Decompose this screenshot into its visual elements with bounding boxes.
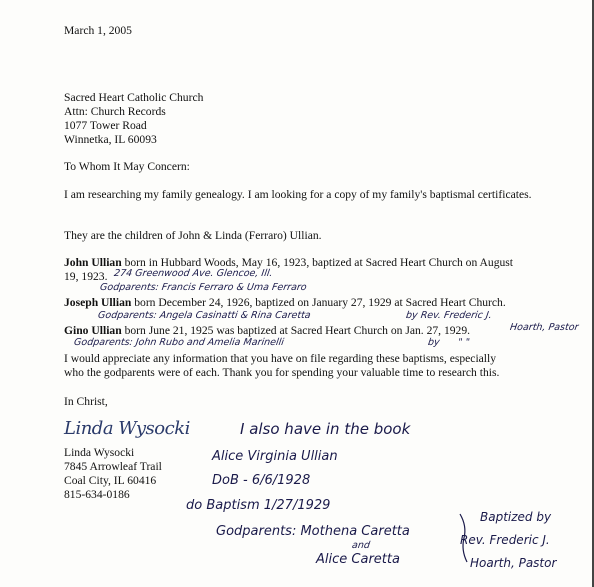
child-gino-text: born June 21, 1925 was baptized at Sacred Heart Church on Jan. 27, 1929. [121, 324, 471, 337]
child-gino-line [64, 324, 470, 338]
salutation: To Whom It May Concern: [64, 160, 190, 173]
paragraph-request-2: who the godparents were of each. Thank you for spending your valuable time to research this. [64, 366, 500, 379]
handwritten-alice-baptism: do Baptism 1/27/1929 [186, 498, 331, 513]
handwritten-alice-godparent-2: Alice Caretta [316, 552, 400, 567]
recipient-line2: Attn: Church Records [64, 105, 166, 118]
handwritten-alice-and: and [351, 540, 371, 551]
sender-address-1: 7845 Arrowleaf Trail [64, 460, 162, 473]
bracket-mark [458, 512, 470, 564]
handwritten-gino-by: by [427, 337, 441, 348]
child-joseph-text: born December 24, 1926, baptized on January 27, 1929 at Sacred Heart Church. [131, 296, 506, 309]
handwritten-note: I also have in the book [240, 420, 411, 438]
paragraph-request-1: I would appreciate any information that you have on file regarding these baptisms, especially [64, 352, 497, 365]
handwritten-joseph-priest-2: Hoarth, Pastor [509, 322, 580, 333]
letter-date: March 1, 2005 [64, 24, 132, 37]
sender-address-2: Coal City, IL 60416 [64, 474, 157, 487]
recipient-line1: Sacred Heart Catholic Church [64, 91, 204, 104]
sender-phone: 815-634-0186 [64, 488, 130, 501]
child-joseph-line [64, 296, 506, 310]
paragraph-intro: I am researching my family genealogy. I am looking for a copy of my family's baptismal certificates. [64, 188, 532, 201]
child-john-text: born in Hubbard Woods, May 16, 1923, baptized at Sacred Heart Church on August [121, 256, 514, 269]
handwritten-alice-baptized: Baptized by [480, 510, 552, 524]
paragraph-parents: They are the children of John & Linda (Ferraro) Ullian. [64, 229, 322, 242]
handwritten-alice-dob: DoB - 6/6/1928 [212, 473, 311, 488]
handwritten-ditto: " " [457, 337, 471, 348]
handwritten-john-address: 274 Greenwood Ave. Glencoe, Ill. [113, 268, 274, 279]
closing: In Christ, [64, 395, 108, 408]
handwritten-alice-priest: Rev. Frederic J. [460, 533, 550, 547]
recipient-line4: Winnetka, IL 60093 [64, 133, 157, 146]
handwritten-alice-priest-2: Hoarth, Pastor [470, 556, 557, 570]
child-gino-name: Gino Ullian [64, 324, 122, 337]
sender-name: Linda Wysocki [64, 446, 135, 459]
child-john-name: John Ullian [64, 256, 122, 269]
handwritten-john-godparents: Godparents: Francis Ferraro & Uma Ferraro [99, 282, 308, 293]
handwritten-joseph-priest: by Rev. Frederic J. [405, 310, 493, 321]
handwritten-signature: Linda Wysocki [64, 418, 190, 439]
recipient-line3: 1077 Tower Road [64, 119, 147, 132]
handwritten-alice-name: Alice Virginia Ullian [212, 449, 338, 464]
child-joseph-name: Joseph Ullian [64, 296, 132, 309]
handwritten-alice-godparents: Godparents: Mothena Caretta [216, 524, 410, 539]
child-john-line2: 19, 1923. [64, 270, 108, 283]
handwritten-gino-godparents: Godparents: John Rubo and Amelia Marinelli [73, 337, 285, 348]
handwritten-joseph-godparents: Godparents: Angela Casinatti & Rina Caretta [97, 310, 312, 321]
